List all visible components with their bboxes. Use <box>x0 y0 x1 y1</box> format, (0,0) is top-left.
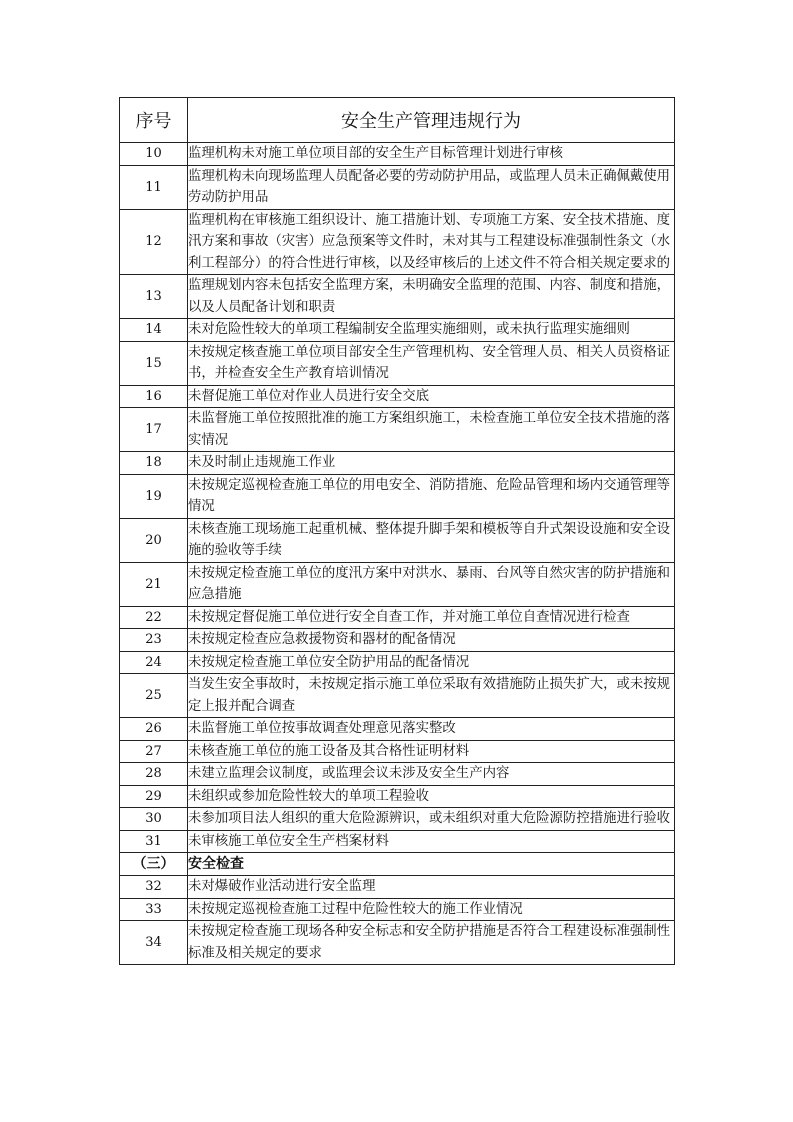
row-number: 27 <box>120 740 188 763</box>
row-number: 16 <box>120 385 188 408</box>
table-row <box>120 341 675 385</box>
table-row <box>120 898 675 921</box>
row-text: 未参加项目法人组织的重大危险源辨识，或未组织对重大危险源防控措施进行验收 <box>188 808 675 831</box>
row-text: 未审核施工单位安全生产档案材料 <box>188 830 675 853</box>
table-body-part-b <box>120 853 675 965</box>
row-number: 31 <box>120 830 188 853</box>
row-number: 23 <box>120 629 188 652</box>
header-violation-behavior: 安全生产管理违规行为 <box>188 98 675 143</box>
row-text: 未督促施工单位对作业人员进行安全交底 <box>188 385 675 408</box>
table-row <box>120 562 675 606</box>
row-text: 未按规定检查施工现场各种安全标志和安全防护措施是否符合工程建设标准强制性标准及相关规定的要求 <box>188 921 675 965</box>
row-text: 未对爆破作业活动进行安全监理 <box>188 876 675 899</box>
table-row <box>120 808 675 831</box>
row-text: 未监督施工单位按事故调查处理意见落实整改 <box>188 718 675 741</box>
row-number: 13 <box>120 275 188 319</box>
table-row <box>120 740 675 763</box>
table-row <box>120 275 675 319</box>
table-row <box>120 629 675 652</box>
section-number: （三） <box>120 853 188 876</box>
row-number: 25 <box>120 674 188 718</box>
row-number: 18 <box>120 452 188 475</box>
row-text: 监理机构未对施工单位项目部的安全生产目标管理计划进行审核 <box>188 143 675 166</box>
row-text: 未组织或参加危险性较大的单项工程验收 <box>188 785 675 808</box>
row-number: 22 <box>120 606 188 629</box>
table-row <box>120 165 675 209</box>
row-number: 29 <box>120 785 188 808</box>
row-text: 未按规定巡视检查施工单位的用电安全、消防措施、危险品管理和场内交通管理等情况 <box>188 474 675 518</box>
header-serial-number: 序号 <box>120 98 188 143</box>
table-row <box>120 143 675 166</box>
table-row <box>120 674 675 718</box>
table-row <box>120 319 675 342</box>
row-text: 未建立监理会议制度，或监理会议未涉及安全生产内容 <box>188 763 675 786</box>
row-number: 30 <box>120 808 188 831</box>
table-row <box>120 452 675 475</box>
table-row <box>120 518 675 562</box>
table-row <box>120 830 675 853</box>
section-row <box>120 853 675 876</box>
row-number: 11 <box>120 165 188 209</box>
row-text: 未按规定检查施工单位的度汛方案中对洪水、暴雨、台风等自然灾害的防护措施和应急措施 <box>188 562 675 606</box>
row-text: 未按规定检查应急救援物资和器材的配备情况 <box>188 629 675 652</box>
row-text: 未按规定督促施工单位进行安全自查工作，并对施工单位自查情况进行检查 <box>188 606 675 629</box>
row-number: 17 <box>120 408 188 452</box>
row-number: 10 <box>120 143 188 166</box>
table-row <box>120 876 675 899</box>
row-text: 未核查施工现场施工起重机械、整体提升脚手架和模板等自升式架设设施和安全设施的验收等手续 <box>188 518 675 562</box>
violations-table <box>119 97 675 965</box>
table-row <box>120 385 675 408</box>
row-number: 26 <box>120 718 188 741</box>
table-row <box>120 763 675 786</box>
table-row <box>120 718 675 741</box>
row-number: 19 <box>120 474 188 518</box>
row-number: 33 <box>120 898 188 921</box>
table-body-part-a <box>120 143 675 853</box>
table-row <box>120 474 675 518</box>
table-row <box>120 408 675 452</box>
row-number: 20 <box>120 518 188 562</box>
row-text: 未按规定巡视检查施工过程中危险性较大的施工作业情况 <box>188 898 675 921</box>
row-number: 21 <box>120 562 188 606</box>
row-text: 未按规定核查施工单位项目部安全生产管理机构、安全管理人员、相关人员资格证书，并检查安全生产教育培训情况 <box>188 341 675 385</box>
row-text: 当发生安全事故时，未按规定指示施工单位采取有效措施防止损失扩大，或未按规定上报并配合调查 <box>188 674 675 718</box>
table-row <box>120 606 675 629</box>
row-number: 32 <box>120 876 188 899</box>
table-row <box>120 651 675 674</box>
table-header-row <box>120 98 675 143</box>
row-number: 14 <box>120 319 188 342</box>
row-text: 未按规定检查施工单位安全防护用品的配备情况 <box>188 651 675 674</box>
row-text: 监理机构未向现场监理人员配备必要的劳动防护用品，或监理人员未正确佩戴使用劳动防护用品 <box>188 165 675 209</box>
row-text: 未对危险性较大的单项工程编制安全监理实施细则，或未执行监理实施细则 <box>188 319 675 342</box>
row-number: 24 <box>120 651 188 674</box>
row-text: 未及时制止违规施工作业 <box>188 452 675 475</box>
section-title: 安全检查 <box>188 853 675 876</box>
row-number: 34 <box>120 921 188 965</box>
row-number: 15 <box>120 341 188 385</box>
row-text: 未核查施工单位的施工设备及其合格性证明材料 <box>188 740 675 763</box>
row-text: 监理规划内容未包括安全监理方案，未明确安全监理的范围、内容、制度和措施，以及人员配备计划和职责 <box>188 275 675 319</box>
table-row <box>120 209 675 275</box>
table-row <box>120 785 675 808</box>
row-number: 12 <box>120 209 188 275</box>
row-number: 28 <box>120 763 188 786</box>
row-text: 监理机构在审核施工组织设计、施工措施计划、专项施工方案、安全技术措施、度汛方案和事故（灾害）应急预案等文件时，未对其与工程建设标准强制性条文（水利工程部分）的符合性进行审核，以及经审核后的上述文件不符合相关规定要求的 <box>188 209 675 275</box>
row-text: 未监督施工单位按照批准的施工方案组织施工，未检查施工单位安全技术措施的落实情况 <box>188 408 675 452</box>
table-row <box>120 921 675 965</box>
